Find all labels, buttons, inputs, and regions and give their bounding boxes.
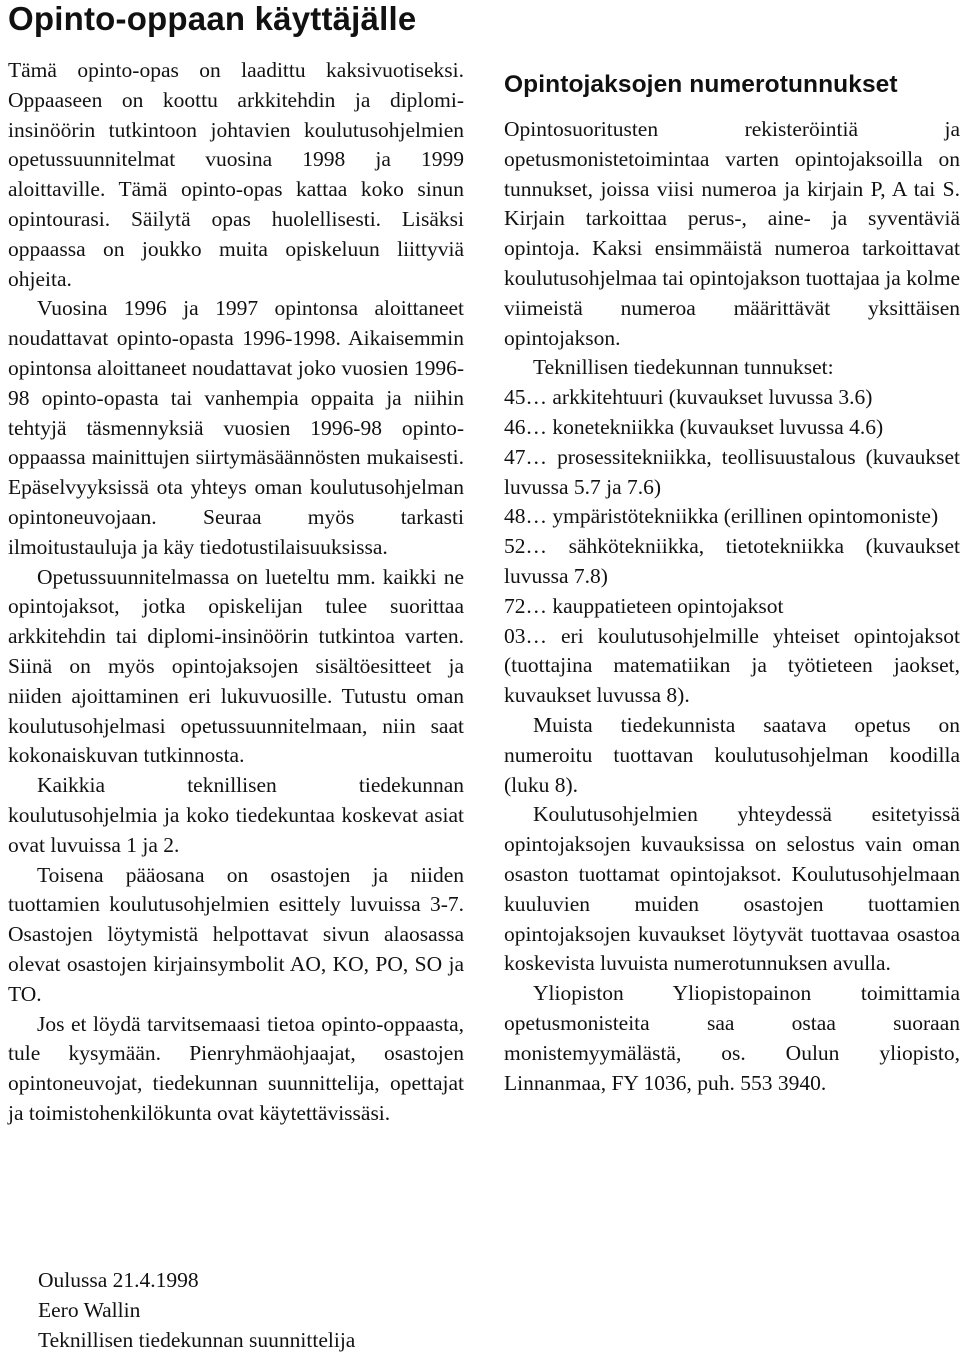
section-heading: Opintojaksojen numerotunnukset [504,71,898,98]
paragraph-course-descriptions: Koulutusohjelmien yhteydessä esitetyissä opintojaksojen kuvauksissa on selostus vain oman osaston tuottamat opintojaksot. Koulutusohjelmaan kuuluvien muiden osastojen tuottamien opintojaksojen kuvaukset löytyvät tuottavaa osastoa koskevista luvuista numerotunnuksen avulla. [504,802,960,976]
code-item: 48… ympäristötekniikka (erillinen opintomoniste) [504,504,939,529]
signature-place-date: Oulussa 21.4.1998 [38,1268,199,1292]
signature-name: Eero Wallin [38,1297,141,1322]
code-item: 45… arkkitehtuuri (kuvaukset luvussa 3.6) [504,385,873,410]
paragraph-departments: Toisena pääosana on osastojen ja niiden tuottamien koulutusohjelmien esittely luvuissa 3-7. Osastojen löytymistä helpottavat sivun alaosassa olevat osastojen kirjainsymbolit AO, KO, PO, SO ja TO. [8,862,464,1006]
signature-block [38,1266,638,1355]
codes-heading: Teknillisen tiedekunnan tunnukset: [533,355,834,380]
paragraph-course-codes-intro: Opintosuoritusten rekisteröintiä ja opetusmonistetoimintaa varten opintojaksoilla on tunnukset, joissa viisi numeroa ja kirjain P, A tai S. Kirjain tarkoittaa perus-, aine- ja syventäviä opintoja. Kaksi ensimmäistä numeroa tarkoittavat koulutusohjelmaa tai opintojakson tuottajaa ja kolme viimeistä numeroa määrittävät yksittäisen opintojakson. [504,117,960,350]
paragraph-curriculum: Opetussuunnitelmassa on lueteltu mm. kaikki ne opintojaksot, jotka opiskelijan tulee suorittaa arkkitehdin tai diplomi-insinöörin tutkintoa varten. Siinä on myös opintojaksojen sisältöesitteet ja niiden ajoittaminen eri lukuvuosille. Tutustu oman koulutusohjelmasi opetussuunnitelmaan, niin saat kokonaiskuvan tutkinnosta. [8,564,464,768]
paragraph-intro: Tämä opinto-opas on laadittu kaksivuotiseksi. Oppaaseen on koottu arkkitehdin ja diplomi-insinöörin tutkintoon johtavien koulutusohjelmien opetussuunnitelmat vuosina 1998 ja 1999 aloittaville. Tämä opinto-opas kattaa koko sinun opintourasi. Säilytä opas huolellisesti. Lisäksi oppaassa on joukko muita opiskeluun liittyviä ohjeita. [8,58,464,291]
paragraph-print-shop: Yliopiston Yliopistopainon toimittamia opetusmonisteita saa ostaa suoraan monistemyymälästä, os. Oulun yliopisto, Linnanmaa, FY 1036, puh. 553 3940. [504,981,960,1095]
paragraph-other-faculties: Muista tiedekunnista saatava opetus on numeroitu tuottavan koulutusohjelman koodilla (luku 8). [504,712,960,797]
paragraph-chapters-1-2: Kaikkia teknillisen tiedekunnan koulutusohjelmia ja koko tiedekuntaa koskevat asiat ovat luvuissa 1 ja 2. [8,773,464,857]
code-item: 03… eri koulutusohjelmille yhteiset opintojaksot (tuottajina matematiikan ja työtieteen jaokset, kuvaukset luvussa 8). [504,623,960,708]
code-item: 46… konetekniikka (kuvaukset luvussa 4.6) [504,414,884,439]
code-item: 72… kauppatieteen opintojaksot [504,593,784,618]
paragraph-previous-guides: Vuosina 1996 ja 1997 opintonsa aloittaneet noudattavat opinto-opasta 1996-1998. Aikaisemmin opintonsa aloittaneet noudattavat joko vuosien 1996-98 opinto-opasta tai vanhempia oppaita ja niihin tehtyjä täsmennyksiä vuosien 1996-98 opinto-oppaassa mainittujen siirtymäsäännösten mukaisesti. Epäselvyyksissä ota yhteys oman koulutusohjelman opintoneuvojaan. Seuraa myös tarkasti ilmoitustauluja ja käy tiedotustilaisuuksissa. [8,296,464,559]
right-column [504,67,960,1098]
course-code-list [504,383,960,711]
left-column [8,56,464,1129]
signature-role: Teknillisen tiedekunnan suunnittelija [38,1327,356,1352]
code-item: 47… prosessitekniikka, teollisuustalous (kuvaukset luvussa 5.7 ja 7.6) [504,444,960,499]
code-item: 52… sähkötekniikka, tietotekniikka (kuvaukset luvussa 7.8) [504,534,960,588]
paragraph-ask-help: Jos et löydä tarvitsemaasi tietoa opinto-oppaasta, tule kysymään. Pienryhmäohjaajat, osastojen opintoneuvojat, tiedekunnan suunnittelija, opettajat ja toimistohenkilökunta ovat käytettävissäsi. [8,1011,464,1125]
page-title: Opinto-oppaan käyttäjälle [8,0,417,37]
